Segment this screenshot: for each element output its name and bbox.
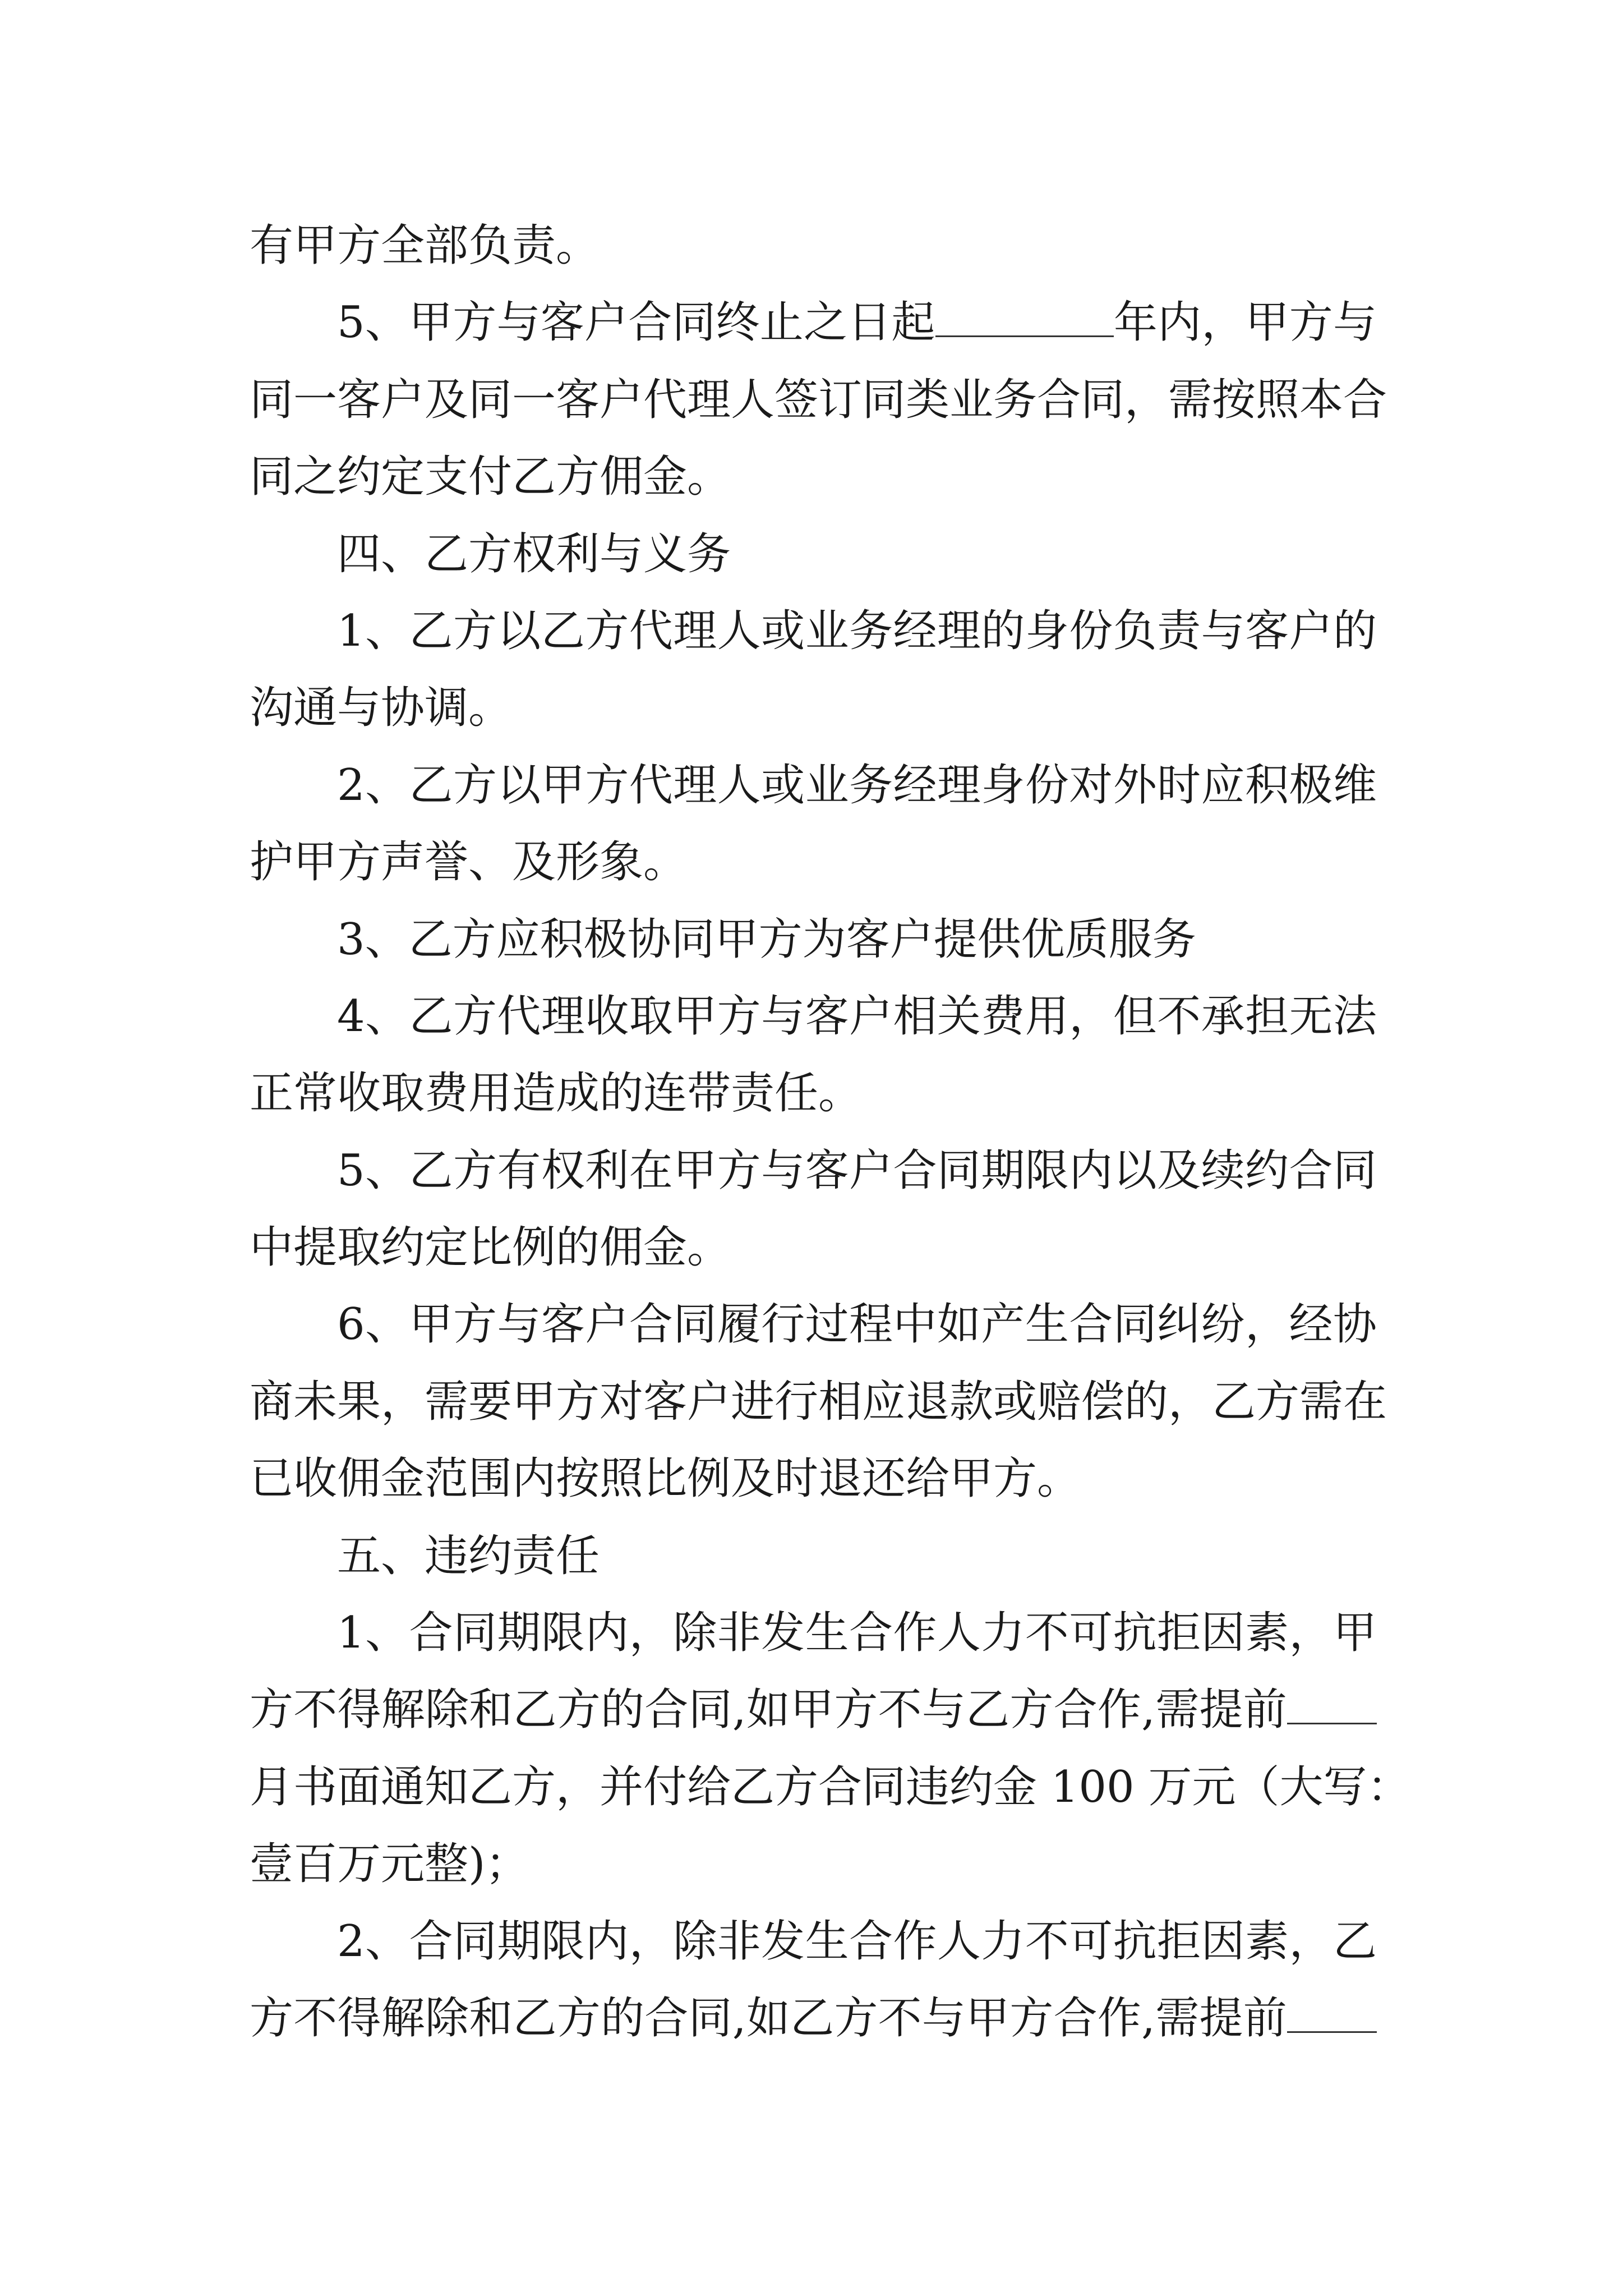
text-line-with-blank bbox=[250, 1672, 1377, 1749]
document-body bbox=[250, 208, 1411, 2057]
text-line: 正常收取费用造成的连带责任。 bbox=[250, 1068, 863, 1119]
clause-5-2: 2、合同期限内，除非发生合作人力不可抗拒因素，乙 bbox=[337, 1916, 1377, 1967]
text-line: 月书面通知乙方，并付给乙方合同违约金 100 万元（大写： bbox=[250, 1761, 1411, 1812]
clause-4-5: 5、乙方有权利在甲方与客户合同期限内以及续约合同 bbox=[337, 1145, 1377, 1196]
text-line-with-blank bbox=[250, 1980, 1377, 2057]
text-line: 壹百万元整)； bbox=[250, 1839, 529, 1890]
text-line: 沟通与协调。 bbox=[250, 683, 513, 734]
text-line: 同之约定支付乙方佣金。 bbox=[250, 452, 731, 503]
text-line: 已收佣金范围内按照比例及时退还给甲方。 bbox=[250, 1453, 1081, 1504]
clause-4-3: 3、乙方应积极协同甲方为客户提供优质服务 bbox=[337, 914, 1196, 965]
fill-in-blank bbox=[1287, 1682, 1377, 1724]
clause-4-1: 1、乙方以乙方代理人或业务经理的身份负责与客户的 bbox=[337, 605, 1377, 656]
text-line: 护甲方声誉、及形象。 bbox=[250, 837, 688, 888]
text-line: 中提取约定比例的佣金。 bbox=[250, 1222, 731, 1273]
clause-4-6: 6、甲方与客户合同履行过程中如产生合同纠纷，经协 bbox=[337, 1299, 1377, 1350]
section-heading: 五、违约责任 bbox=[337, 1530, 600, 1581]
clause-3-5 bbox=[250, 284, 1377, 361]
text-segment: 方不得解除和乙方的合同,如甲方不与乙方合作,需提前 bbox=[250, 1685, 1287, 1736]
section-heading: 四、乙方权利与义务 bbox=[337, 528, 731, 579]
clause-5-1: 1、合同期限内，除非发生合作人力不可抗拒因素，甲 bbox=[337, 1608, 1377, 1659]
text-line: 有甲方全部负责。 bbox=[250, 220, 600, 271]
fill-in-blank bbox=[935, 295, 1114, 337]
text-line: 同一客户及同一客户代理人签订同类业务合同，需按照本合 bbox=[250, 374, 1387, 425]
clause-4-4: 4、乙方代理收取甲方与客户相关费用，但不承担无法 bbox=[337, 991, 1377, 1042]
text-segment: 方不得解除和乙方的合同,如乙方不与甲方合作,需提前 bbox=[250, 1993, 1287, 2044]
fill-in-blank bbox=[1287, 1991, 1377, 2033]
text-segment: 5、甲方与客户合同终止之日起 bbox=[337, 297, 935, 348]
clause-4-2: 2、乙方以甲方代理人或业务经理身份对外时应积极维 bbox=[337, 760, 1377, 811]
text-segment: 年内，甲方与 bbox=[1113, 297, 1377, 348]
text-line: 商未果，需要甲方对客户进行相应退款或赔偿的，乙方需在 bbox=[250, 1376, 1387, 1427]
